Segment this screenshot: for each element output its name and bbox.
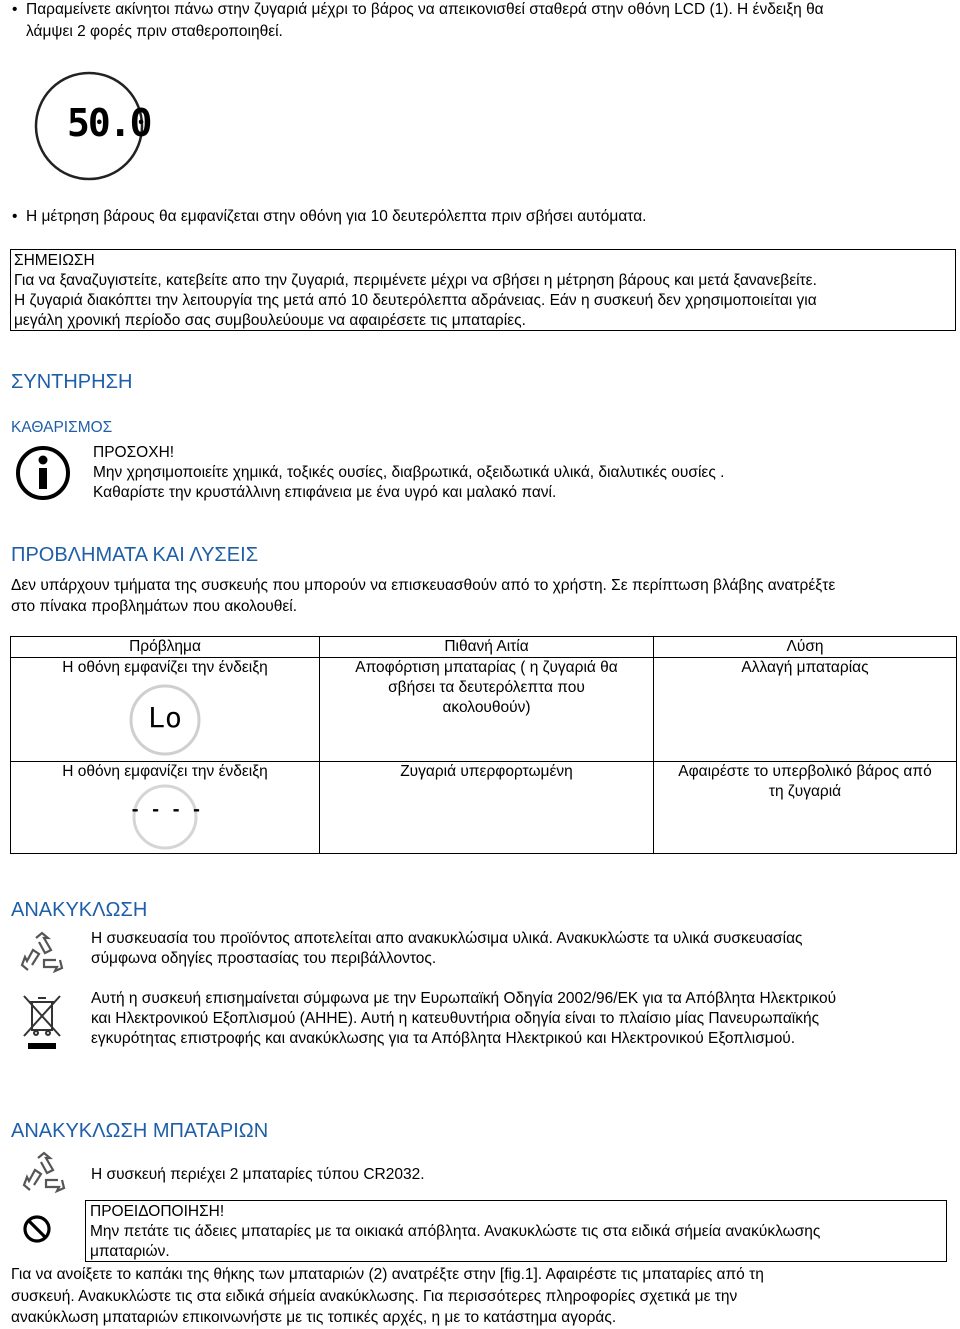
problems-heading: ΠΡΟΒΛΗΜΑΤΑ ΚΑΙ ΛΥΣΕΙΣ [11,544,259,566]
bullet-icon: • [12,1,18,18]
cause-line: ακολουθούν) [442,699,531,716]
intro-bullet-1 [12,0,952,20]
cause-line: σβήσει τα δευτερόλεπτα που [388,679,585,696]
note-title: ΣΗΜΕΙΩΣΗ [14,252,95,269]
intro-bullet-2-text: Η μέτρηση βάρους θα εμφανίζεται στην οθόνη για 10 δευτερόλεπτα πριν σβήσει αυτόματα. [26,208,647,225]
caution-line-1: Μην χρησιμοποιείτε χημικά, τοξικές ουσίες, διαβρωτικά, οξειδωτικά υλικά, διαλυτικές ουσίες . [93,464,725,481]
intro-bullet-2 [12,207,952,227]
note-line-2: Η ζυγαριά διακόπτει την λειτουργία της μετά από 10 δευτερόλεπτα αδράνειας. Εάν η συσκευή δεν χρησιμοποιείται για [14,292,817,309]
recycling-heading: ΑΝΑΚΥΚΛΩΣΗ [11,899,148,921]
note-line-1: Για να ξαναζυγιστείτε, κατεβείτε απο την ζυγαριά, περιμένετε μέχρι να σβήσει η μέτρηση βάρους και μετά ξανανεβείτε. [14,272,817,289]
problem-text: Η οθόνη εμφανίζει την ένδειξη [62,763,268,780]
problems-table [10,636,957,854]
table-cell-cause [320,658,654,762]
lcd-lo-illustration [129,684,201,756]
recycling-p1-line-1: Η συσκευασία του προϊόντος αποτελείται απο ανακυκλώσιμα υλικά. Ανακυκλώστε τα υλικά συσκευασίας [91,930,803,947]
maintenance-heading: ΣΥΝΤΗΡΗΣΗ [11,371,133,393]
battery-footer-line-2: συσκευή. Ανακυκλώστε τις στα ειδικά σήμεία ανακύκλωσης. Για περισσότερες πληροφορίες σχετικά με την [11,1288,738,1305]
solution-line: Αλλαγή μπαταρίας [741,659,869,676]
bullet-icon: • [12,208,18,225]
info-icon [14,444,72,502]
scale-display-reading: 50.0 [67,101,151,145]
solution-line: Αφαιρέστε το υπερβολικό βάρος από [678,763,932,780]
battery-footer-line-3: ανακύκλωση μπαταριών επικοινωνήστε με τις τοπικές αρχές, η με το κατάστημα αγοράς. [11,1309,617,1326]
recycling-p2-line-3: εγκυρότητας επιστροφής και ανακύκλωσης για τα Απόβλητα Ηλεκτρικού και Ηλεκτρονικού Εξοπλισμού. [91,1030,796,1047]
weee-crossed-bin-icon [20,992,64,1052]
table-row [11,762,957,854]
recycle-icon [20,1150,68,1198]
table-row [11,658,957,762]
battery-contains-text: Η συσκευή περιέχει 2 μπαταρίες τύπου CR2032. [91,1166,425,1183]
recycling-p1-line-2: σύμφωνα οδηγίες προστασίας του περιβάλλοντος. [91,950,437,967]
prohibited-icon [22,1214,52,1244]
caution-title: ΠΡΟΣΟΧΗ! [93,444,175,461]
battery-warning-line-2: μπαταριών. [90,1243,170,1260]
battery-recycling-heading: ΑΝΑΚΥΚΛΩΣΗ ΜΠΑΤΑΡΙΩΝ [11,1120,269,1142]
caution-line-2: Καθαρίστε την κρυστάλλινη επιφάνεια με ένα υγρό και μαλακό πανί. [93,484,557,501]
note-box [10,249,956,331]
table-cell-solution [654,762,957,854]
table-header: Λύση [654,637,957,658]
battery-footer-line-1: Για να ανοίξετε το καπάκι της θήκης των μπαταριών (2) ανατρέξτε στην [fig.1]. Αφαιρέστε τις μπαταρίες από τη [11,1266,764,1283]
table-cell-problem [11,658,320,762]
battery-warning-line-1: Μην πετάτε τις άδειες μπαταρίες με τα οικιακά απόβλητα. Ανακυκλώστε τις στα ειδικά σήμεία ανακύκλωσης [90,1223,821,1240]
lcd-overload-reading: - - - - [130,800,202,820]
intro-bullet-1-line2: λάμψει 2 φορές πριν σταθεροποιηθεί. [26,23,283,40]
cause-line: Αποφόρτιση μπαταρίας ( η ζυγαριά θα [355,659,618,676]
problem-text: Η οθόνη εμφανίζει την ένδειξη [62,659,268,676]
battery-warning-box [85,1200,947,1262]
recycle-icon [18,930,66,978]
table-cell-solution [654,658,957,762]
battery-warning-title: ΠΡΟΕΙΔΟΠΟΙΗΣΗ! [90,1203,225,1220]
lcd-overload-illustration [130,784,200,850]
solution-line: τη ζυγαριά [768,783,842,800]
recycling-p2-line-2: και Ηλεκτρονικού Εξοπλισμού (ΑΗΗΕ). Αυτή η κατευθυντήρια οδηγία είναι το πλαίσιο μίας Πανευρωπαϊκής [91,1010,820,1027]
lcd-lo-reading: Lo [148,701,182,734]
table-header: Πρόβλημα [11,637,320,658]
problems-intro-line-1: Δεν υπάρχουν τμήματα της συσκευής που μπορούν να επισκευασθούν από το χρήστη. Σε περίπτωση βλάβης ανατρέξτε [11,577,836,594]
table-header: Πιθανή Αιτία [320,637,654,658]
scale-display-illustration [33,70,151,182]
table-header-row [11,637,957,658]
table-cell-cause [320,762,654,854]
intro-bullet-1-line1: Παραμείνετε ακίνητοι πάνω στην ζυγαριά μέχρι το βάρος να απεικονισθεί σταθερά στην οθόνη LCD (1). Η ένδειξη θα [26,1,824,18]
note-line-3: μεγάλη χρονική περίοδο σας συμβουλεύουμε να αφαιρέσετε τις μπαταρίες. [14,312,526,329]
cleaning-subheading: ΚΑΘΑΡΙΣΜΟΣ [11,419,113,436]
table-cell-problem [11,762,320,854]
cause-line: Ζυγαριά υπερφορτωμένη [400,763,573,780]
recycling-p2-line-1: Αυτή η συσκευή επισημαίνεται σύμφωνα με την Ευρωπαϊκή Οδηγία 2002/96/ΕΚ για τα Απόβλητα Ηλεκτρικού [91,990,837,1007]
problems-intro-line-2: στο πίνακα προβλημάτων που ακολουθεί. [11,598,298,615]
